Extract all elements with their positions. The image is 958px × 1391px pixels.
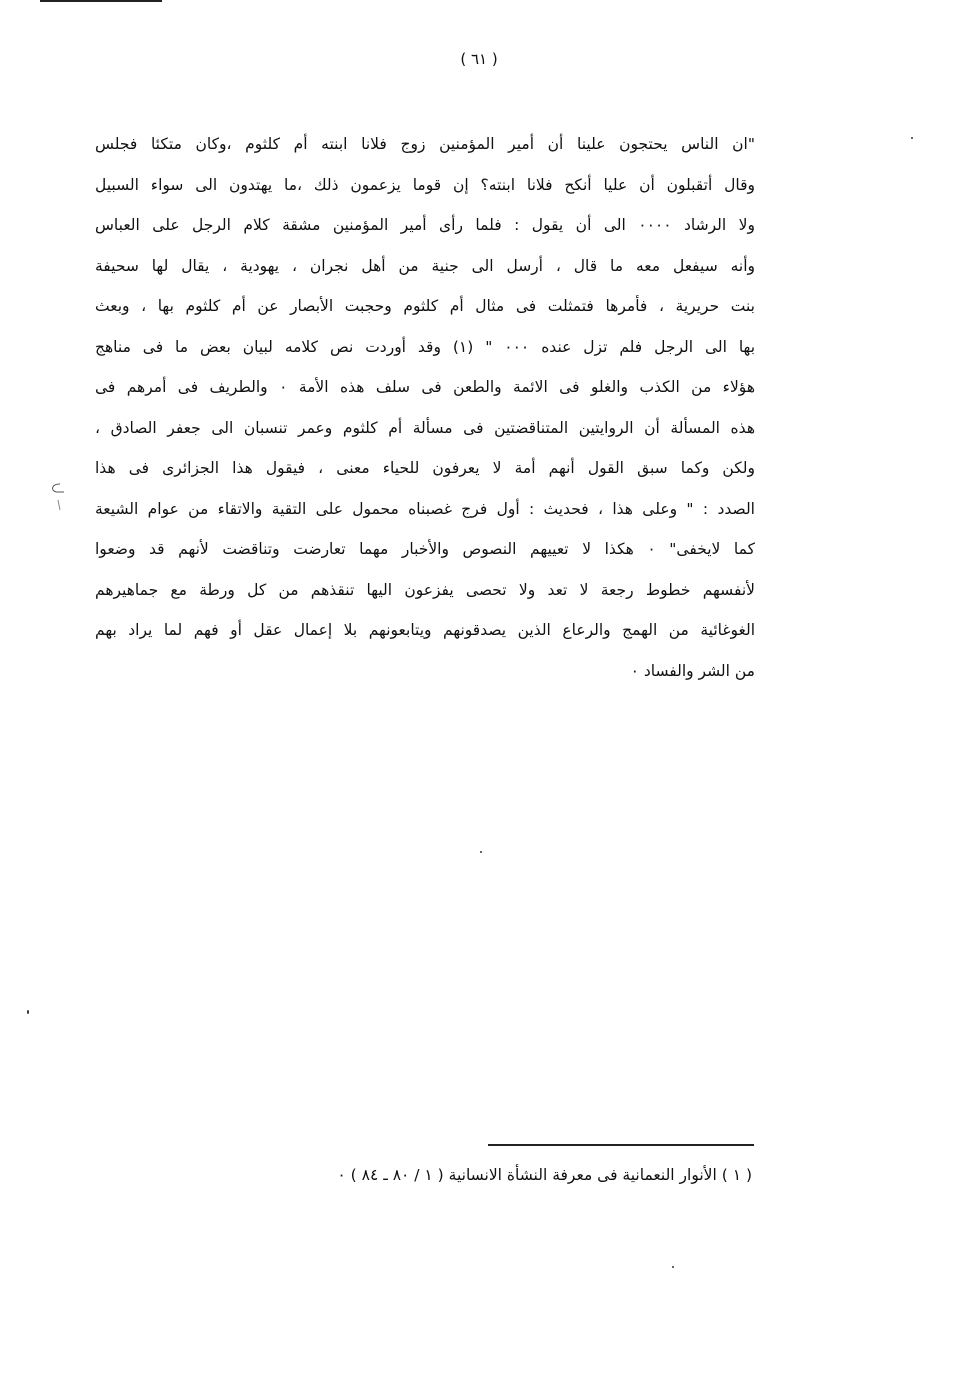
body-line: هؤلاء من الكذب والغلو فى الائمة والطعن فى سلف هذه الأمة ٠ والطريف فى أمرهم فى [95, 378, 755, 396]
footnote-rule [488, 1144, 754, 1146]
body-line: "ان الناس يحتجون علينا أن أمير المؤمنين زوج فلانا ابنته أم كلثوم ،وكان متكئا فجلس [95, 135, 755, 153]
body-text [95, 124, 755, 691]
body-line: الصدد : " وعلى هذا ، فحديث : أول فرج غصبناه محمول على التقية والاتقاء من عوام الشيعة [95, 499, 755, 518]
body-line: ولكن وكما سبق القول أنهم أمة لا يعرفون للحياء معنى ، فيقول هذا الجزائرى فى هذا [95, 459, 755, 477]
body-line: وقال أتقبلون أن عليا أنكح فلانا ابنته؟ إن قوما يزعمون ذلك ،ما يهتدون الى سواء السبيل [95, 175, 755, 194]
body-line: وأنه سيفعل معه ما قال ، أرسل الى جنية من أهل نجران ، يهودية ، يقال لها سحيفة [95, 256, 755, 275]
body-line: هذه المسألة أن الروايتين المتناقضتين فى مسألة أم كلثوم وعمر تنسبان الى جعفر الصادق ، [95, 418, 755, 437]
body-line: لأنفسهم خطوط رجعة لا تعد ولا تحصى يفزعون اليها تنقذهم من كل ورطة مع جماهيرهم [95, 580, 755, 599]
scan-speck [27, 1010, 29, 1014]
page-number: ( ٦١ ) [460, 50, 498, 68]
top-rule [40, 0, 162, 2]
body-line: الغوغائية من الهمج والرعاع الذين يصدقونهم ويتابعونهم بلا إعمال عقل أو فهم لما يراد بهم [95, 621, 755, 639]
body-line: بنت حريرية ، فأمرها فتمثلت فى مثال أم كلثوم وحجبت الأبصار عن أم كلثوم بها ، وبعث [95, 297, 755, 315]
footnote: ( ١ ) الأنوار النعمانية فى معرفة النشأة الانسانية ( ١ / ٨٠ ـ ٨٤ ) ٠ [337, 1166, 752, 1184]
body-line: بها الى الرجل فلم تزل عنده ٠٠٠ " (١) وقد أوردت نص كلامه لبيان بعض ما فى مناهج [95, 337, 755, 356]
scan-mark [46, 480, 70, 514]
body-line: ولا الرشاد ٠٠٠٠ الى أن يقول : فلما رأى أمير المؤمنين مشقة كلام الرجل على العباس [95, 216, 755, 234]
body-line-last: من الشر والفساد ٠ [630, 661, 755, 680]
scan-speck [480, 851, 482, 853]
scan-speck [911, 137, 913, 139]
scan-speck [672, 1266, 674, 1268]
body-line: كما لايخفى" ٠ هكذا لا تعييهم النصوص والأخبار مهما تعارضت وتناقضت لأنهم قد وضعوا [95, 540, 755, 558]
